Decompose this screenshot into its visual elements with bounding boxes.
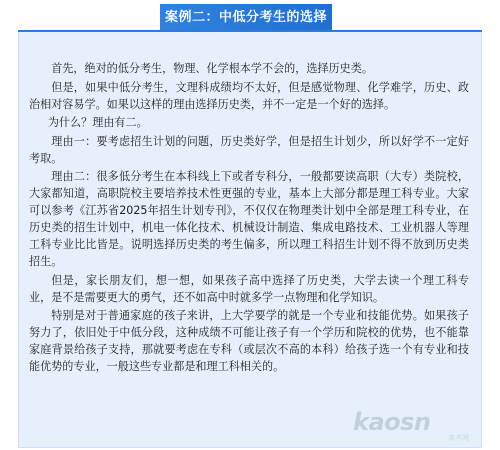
paragraph-however: 但是，如果中低分考生，文理科成绩均不太好，但是感觉物理、化学难学，历史、政治相对容易学。如果以这样的理由选择历史类，并不一定是一个好的选择。: [29, 80, 469, 111]
paragraph-conclusion: 特别是对于普通家庭的孩子来讲，上大学要学的就是一个专业和技能优势。如果孩子努力了，依旧处于中低分段，这种成绩不可能让孩子有一个学历和院校的优势，也不能靠家庭背景给孩子支持，那就要考虑在专科（或层次不高的本科）给孩子选一个有专业和技能优势的专业，一般这些专业都是和理工科相关的。: [29, 309, 469, 373]
section-title-tab: 案例二：中低分考生的选择: [160, 4, 332, 31]
case-card: [18, 32, 482, 448]
site-watermark-logo: kaosn 高考网: [353, 408, 469, 442]
paragraph-intro: 首先，绝对的低分考生，物理、化学根本学不会的，选择历史类。: [51, 62, 373, 75]
paragraph-reason-two: 理由二：很多低分考生在本科线上下或者专科分，一般都要读高职（大专）类院校，大家都知道，高职院校主要培养技术性更强的专业，基本上大部分都是理工科专业。大家可以参考《江苏省2025年招生计划专刊》，不仅仅在物理类计划中全部是理工科专业，在历史类的招生计划中，机电一体化技术、机械设计制造、集成电路技术、工业机器人等理工科专业比比皆是。说明选择历史类的考生偏多，所以理工科招生计划不得不放到历史类招生。: [29, 170, 469, 268]
paragraph-reason-one: 理由一：要考虑招生计划的问题，历史类好学，但是招生计划少，所以好学不一定好考取。: [29, 134, 469, 165]
paragraph-question: 为什么？理由有二。: [47, 116, 148, 129]
paragraph-parents: 但是，家长朋友们，想一想，如果孩子高中选择了历史类，大学去读一个理工科专业，是不是需要更大的勇气，还不如高中时就多学一点物理和化学知识。: [29, 273, 469, 304]
case-card-body: [29, 60, 469, 377]
